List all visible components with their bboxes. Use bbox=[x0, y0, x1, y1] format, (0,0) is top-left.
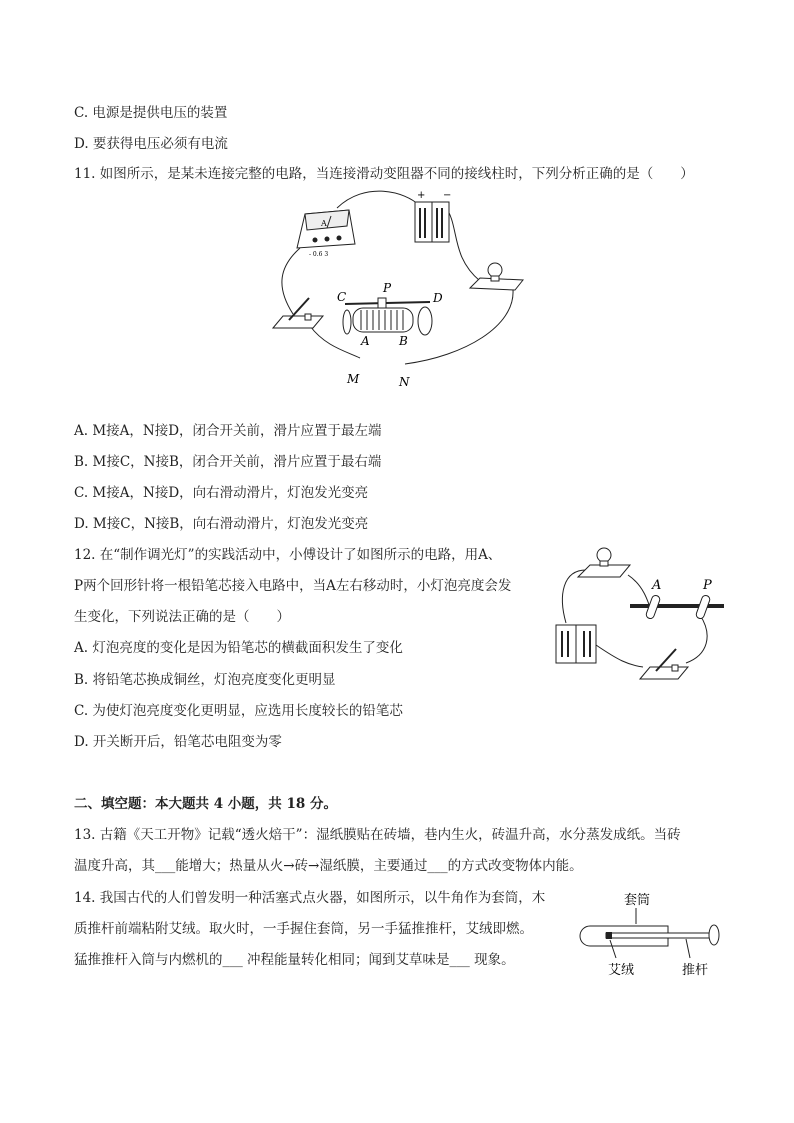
q10-option-d: D. 要获得电压必须有电流 bbox=[74, 136, 228, 152]
q13-line-2: 温度升高，其___能增大；热量从火→砖→湿纸膜，主要通过___的方式改变物体内能。 bbox=[74, 858, 583, 874]
wire-battery-bulb bbox=[445, 206, 480, 281]
section-2-title: 二、填空题：本大题共 4 小题，共 18 分。 bbox=[74, 796, 337, 812]
q12-stem-line-2: P两个回形针将一根铅笔芯接入电路中，当A左右移动时，小灯泡亮度会发 bbox=[74, 578, 512, 594]
q11-option-b: B. M接C，N接B，闭合开关前，滑片应置于最右端 bbox=[74, 454, 382, 470]
q11-stem: 11. 如图所示，是某未连接完整的电路，当连接滑动变阻器不同的接线柱时，下列分析正确的是（ ） bbox=[74, 166, 694, 182]
wire-bulb-battery bbox=[562, 570, 586, 623]
rod-icon bbox=[606, 933, 710, 938]
label-rod: 推杆 bbox=[682, 963, 709, 978]
q12-option-d: D. 开关断开后，铅笔芯电阻变为零 bbox=[74, 734, 282, 750]
q11-option-d: D. M接C，N接B，向右滑动滑片，灯泡发光变亮 bbox=[74, 516, 369, 532]
battery-icon bbox=[556, 625, 596, 663]
q11-option-c: C. M接A，N接D，向右滑动滑片，灯泡发光变亮 bbox=[74, 485, 369, 501]
wire-meter-battery bbox=[337, 191, 420, 208]
wire-battery-switch bbox=[596, 645, 643, 667]
wire-m bbox=[310, 326, 360, 358]
q12-option-b: B. 将铅笔芯换成铜丝，灯泡亮度变化更明显 bbox=[74, 672, 336, 688]
clip-label-p: P bbox=[703, 578, 712, 593]
switch-icon bbox=[273, 298, 323, 328]
ammeter-label: A bbox=[321, 219, 327, 228]
battery-plus: + bbox=[417, 190, 426, 201]
ammeter-terminal-labels: - 0.6 3 bbox=[309, 251, 329, 258]
q11-circuit-figure bbox=[265, 186, 535, 396]
q13-line-1: 13. 古籍《天工开物》记载“透火焙干”：湿纸膜贴在砖墙，巷内生火，砖温升高，水分蒸发成纸。当砖 bbox=[74, 827, 681, 843]
q10-option-c: C. 电源是提供电压的装置 bbox=[74, 105, 228, 121]
q14-line-3: 猛推推杆入筒与内燃机的___ 冲程能量转化相同；闻到艾草味是___ 现象。 bbox=[74, 952, 515, 968]
ammeter-icon bbox=[297, 210, 355, 258]
battery-icon bbox=[415, 190, 451, 242]
moxa-icon bbox=[606, 932, 612, 939]
label-moxa: 艾绒 bbox=[608, 963, 635, 978]
q12-circuit-figure bbox=[548, 545, 724, 685]
q12-option-c: C. 为使灯泡亮度变化更明显，应选用长度较长的铅笔芯 bbox=[74, 703, 403, 719]
rheostat-label-a: A bbox=[361, 334, 370, 348]
label-sleeve: 套筒 bbox=[624, 893, 651, 908]
rheostat-label-c: C bbox=[337, 290, 347, 304]
q11-option-a: A. M接A，N接D，闭合开关前，滑片应置于最左端 bbox=[74, 423, 382, 439]
wire-label-n: N bbox=[399, 375, 410, 389]
switch-icon bbox=[640, 649, 688, 679]
wire-meter-switch bbox=[282, 248, 300, 314]
q12-stem-line-1: 12. 在“制作调光灯”的实践活动中，小傅设计了如图所示的电路，用A、 bbox=[74, 547, 502, 563]
rheostat-icon bbox=[343, 298, 432, 335]
slider-label-p: P bbox=[383, 281, 392, 295]
clip-label-a: A bbox=[652, 578, 662, 593]
q14-fire-piston-figure bbox=[568, 882, 728, 982]
wire-label-m: M bbox=[347, 372, 360, 386]
bulb-icon bbox=[578, 548, 630, 577]
rheostat-label-b: B bbox=[399, 334, 408, 348]
q14-line-1: 14. 我国古代的人们曾发明一种活塞式点火器，如图所示，以牛角作为套筒，木 bbox=[74, 890, 546, 906]
rheostat-label-d: D bbox=[433, 291, 443, 305]
q12-option-a: A. 灯泡亮度的变化是因为铅笔芯的横截面积发生了变化 bbox=[74, 640, 403, 656]
q14-line-2: 质推杆前端粘附艾绒。取火时，一手握住套筒，另一手猛推推杆，艾绒即燃。 bbox=[74, 921, 533, 937]
wire-p-switch bbox=[686, 615, 707, 663]
q12-stem-line-3: 生变化，下列说法正确的是（ ） bbox=[74, 609, 290, 625]
bulb-icon bbox=[470, 263, 523, 290]
battery-minus: − bbox=[443, 190, 452, 201]
